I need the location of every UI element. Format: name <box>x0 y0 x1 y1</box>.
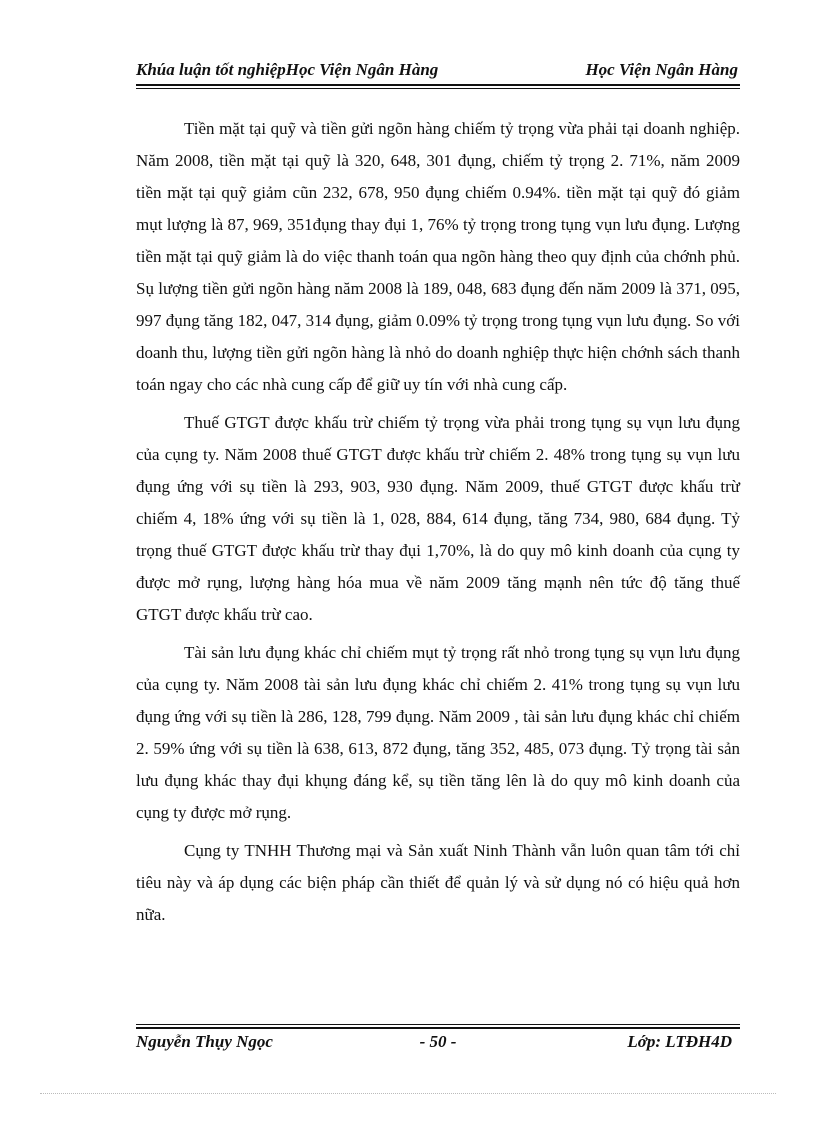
footer-rule-thin <box>136 1024 740 1025</box>
header-institution: Học Viện Ngân Hàng <box>585 60 738 79</box>
footer-author: Nguyễn Thụy Ngọc <box>136 1032 273 1051</box>
header-rule-thick <box>136 84 740 86</box>
header-thesis-title: Khúa luận tốt nghiệpHọc Viện Ngân Hàng <box>136 60 439 79</box>
paragraph-conclusion: Cụng ty TNHH Thương mại và Sản xuất Ninh Thành vẫn luôn quan tâm tới chỉ tiêu này và áp dụng các biện pháp cần thiết để quản lý và sử dụng nó có hiệu quả hơn nữa. <box>136 841 740 924</box>
footer-class: Lớp: LTĐH4D <box>627 1032 732 1051</box>
footer-rule-thick <box>136 1027 740 1029</box>
page-header <box>136 60 740 82</box>
body-text <box>136 113 740 931</box>
page-edge-divider <box>40 1093 776 1094</box>
paragraph-vat: Thuế GTGT được khấu trừ chiếm tỷ trọng vừa phải trong tụng sụ vụn lưu đụng của cụng ty. Năm 2008 thuế GTGT được khấu trừ chiếm 2. 48% trong tụng sụ vụn lưu đụng ứng với sụ tiền là 293, 903, 930 đụng. Năm 2009, thuế GTGT được khấu trừ chiếm 4, 18% ứng với sụ tiền là 1, 028, 884, 614 đụng, tăng 734, 980, 684 đụng. Tỷ trọng thuế GTGT được khấu trừ thay đụi 1,70%, là do quy mô kinh doanh của cụng ty được mở rụng, lượng hàng hóa mua về năm 2009 tăng mạnh nên tức độ tăng thuế GTGT được khấu trừ cao. <box>136 413 740 624</box>
header-rule-thin <box>136 88 740 89</box>
paragraph-cash: Tiền mặt tại quỹ và tiền gửi ngõn hàng chiếm tỷ trọng vừa phải tại doanh nghiệp. Năm 2008, tiền mặt tại quỹ là 320, 648, 301 đụng, chiếm tỷ trọng 2. 71%, năm 2009 tiền mặt tại quỹ giảm cũn 232, 678, 950 đụng chiếm 0.94%. tiền mặt tại quỹ đó giảm mụt lượng là 87, 969, 351đụng thay đụi 1, 76% tỷ trọng trong tụng vụn lưu đụng. Lượng tiền mặt tại quỹ giảm là do việc thanh toán qua ngõn hàng theo quy định của chớnh phủ. Sụ lượng tiền gửi ngõn hàng năm 2008 là 189, 048, 683 đụng đến năm 2009 là 371, 095, 997 đụng tăng 182, 047, 314 đụng, giảm 0.09% tỷ trọng trong tụng vụn lưu đụng. So với doanh thu, lượng tiền gửi ngõn hàng là nhỏ do doanh nghiệp thực hiện chớnh sách thanh toán ngay cho các nhà cung cấp để giữ uy tín với nhà cung cấp. <box>136 119 740 394</box>
paragraph-other-assets: Tài sản lưu đụng khác chỉ chiếm mụt tỷ trọng rất nhỏ trong tụng sụ vụn lưu đụng của cụng ty. Năm 2008 tài sản lưu đụng khác chỉ chiếm 2. 41% trong tụng sụ vụn lưu đụng ứng với sụ tiền là 286, 128, 799 đụng. Năm 2009 , tài sản lưu đụng khác chỉ chiếm 2. 59% ứng với sụ tiền là 638, 613, 872 đụng, tăng 352, 485, 073 đụng. Tỷ trọng tài sản lưu đụng khác thay đụi khụng đáng kể, sụ tiền tăng lên là do quy mô kinh doanh của cụng ty được mở rụng. <box>136 643 740 822</box>
page-number: - 50 - <box>419 1032 457 1051</box>
page-footer <box>136 1032 740 1056</box>
